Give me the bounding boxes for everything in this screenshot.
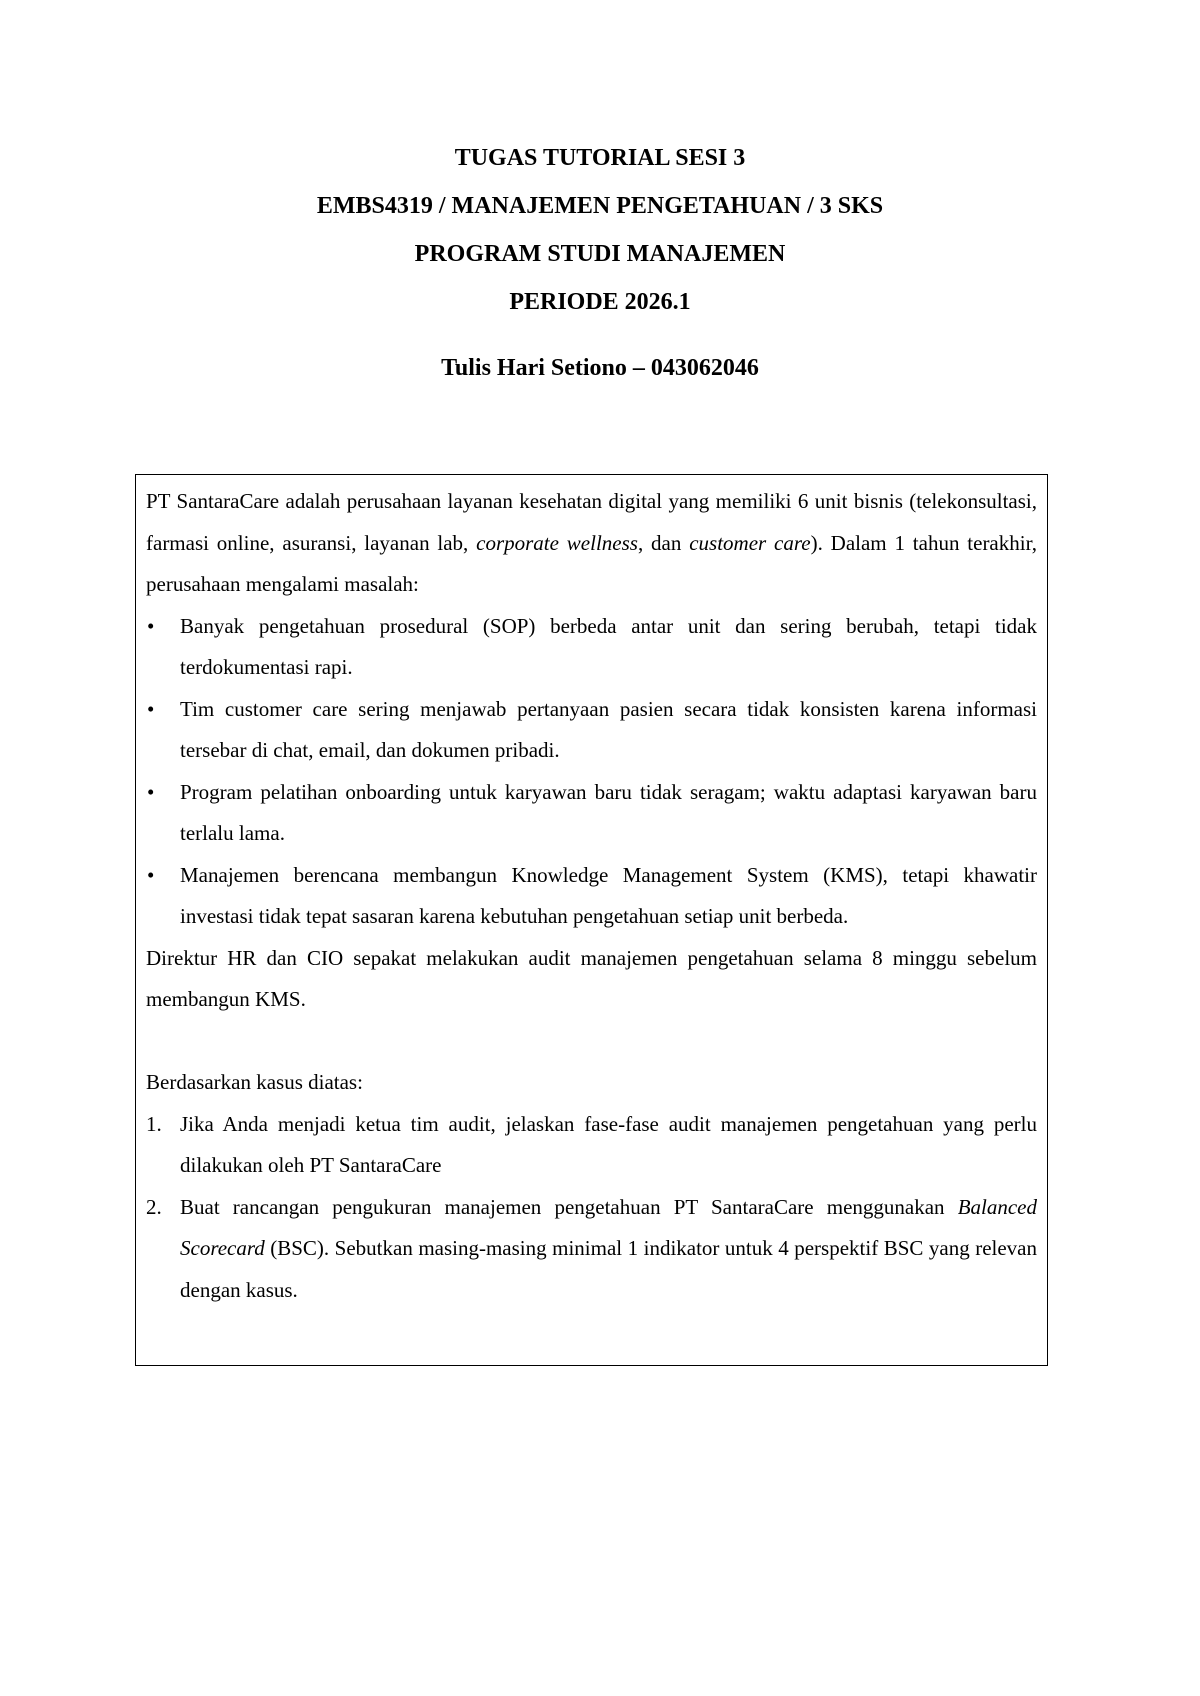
question-intro: Berdasarkan kasus diatas:	[146, 1070, 363, 1094]
bullet-icon: •	[147, 862, 155, 887]
header-author: Tulis Hari Setiono – 043062046	[441, 355, 759, 381]
question-item	[146, 1104, 1037, 1187]
question-list	[146, 1104, 1037, 1312]
blank-spacer	[146, 1021, 1037, 1063]
case-box	[135, 474, 1048, 1366]
question-item	[146, 1187, 1037, 1312]
case-closing: Direktur HR dan CIO sepakat melakukan audit manajemen pengetahuan selama 8 minggu sebelum membangun KMS.	[146, 945, 1037, 1011]
case-intro-italic1: corporate wellness	[476, 530, 638, 555]
bullet-icon: •	[147, 696, 155, 721]
problem-text: Tim customer care sering menjawab pertanyaan pasien secara tidak konsisten karena informasi tersebar di chat, email, dan dokumen pribadi.	[180, 696, 1037, 762]
bullet-icon: •	[147, 613, 155, 638]
problem-item	[146, 855, 1037, 938]
question-text-italic: Balanced Scorecard	[180, 1194, 1037, 1260]
case-intro-part1: PT SantaraCare adalah perusahaan layanan kesehatan digital yang memiliki 6 unit bisnis (telekonsultasi, farmasi online, asuransi, layanan lab,	[146, 489, 1037, 555]
header-course: EMBS4319 / MANAJEMEN PENGETAHUAN / 3 SKS	[316, 193, 884, 219]
header-period: PERIODE 2026.1	[509, 289, 691, 315]
problem-text: Banyak pengetahuan prosedural (SOP) berbeda antar unit dan sering berubah, tetapi tidak terdokumentasi rapi.	[180, 613, 1037, 679]
document-header	[0, 144, 1200, 402]
question-text-part2: (BSC). Sebutkan masing-masing minimal 1 indikator untuk 4 perspektif BSC yang relevan dengan kasus.	[180, 1236, 1037, 1302]
case-intro-italic2: customer care	[689, 530, 811, 555]
problem-item	[146, 772, 1037, 855]
header-title: TUGAS TUTORIAL SESI 3	[454, 145, 746, 171]
problem-item	[146, 606, 1037, 689]
problem-text: Program pelatihan onboarding untuk karyawan baru tidak seragam; waktu adaptasi karyawan baru terlalu lama.	[180, 779, 1037, 845]
bullet-icon: •	[147, 779, 155, 804]
question-number: 1.	[146, 1111, 162, 1136]
problem-text: Manajemen berencana membangun Knowledge Management System (KMS), tetapi khawatir investasi tidak tepat sasaran karena kebutuhan pengetahuan setiap unit berbeda.	[180, 862, 1037, 928]
question-text: Jika Anda menjadi ketua tim audit, jelaskan fase-fase audit manajemen pengetahuan yang perlu dilakukan oleh PT SantaraCare	[180, 1111, 1037, 1177]
problem-list	[146, 606, 1037, 938]
case-intro-part3: ). Dalam 1 tahun terakhir, perusahaan mengalami masalah:	[146, 530, 1037, 596]
case-intro-part2: , dan	[637, 530, 690, 555]
problem-item	[146, 689, 1037, 772]
question-text-part1: Buat rancangan pengukuran manajemen pengetahuan PT SantaraCare menggunakan	[180, 1194, 958, 1219]
header-program: PROGRAM STUDI MANAJEMEN	[414, 241, 786, 267]
question-number: 2.	[146, 1194, 162, 1219]
case-intro	[146, 481, 1037, 606]
